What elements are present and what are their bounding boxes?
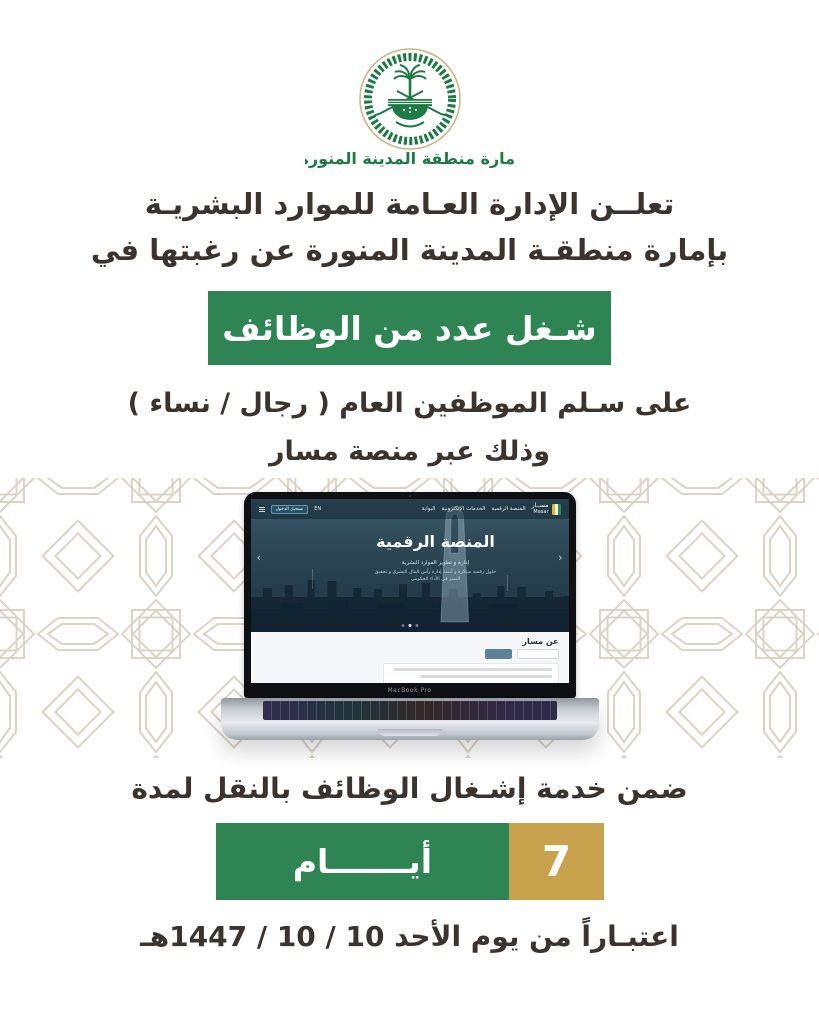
about-buttons (261, 649, 559, 659)
carousel-dot[interactable] (415, 624, 418, 627)
about-text-box (383, 663, 559, 683)
language-toggle[interactable]: EN (314, 506, 322, 512)
announcement-line-1: تعلــن الإدارة العـامة للموارد البشريـة (144, 187, 675, 221)
carousel-dot-active[interactable] (408, 624, 411, 627)
text-placeholder-line (420, 675, 552, 678)
announcement-line-2: بإمارة منطقـة المدينة المنورة عن رغبتها في (90, 233, 729, 267)
laptop-display (244, 492, 576, 698)
macbook-label: MacBook Pro (387, 687, 432, 694)
hero-description: حلول رقمية مبتكرة و أتمتة إدارة رأس المال البشري و تحقيق التميز في الأداء الحكومي (374, 570, 497, 582)
webcam-dot (409, 495, 411, 497)
nav-item-portal[interactable]: البوابة (421, 506, 436, 512)
palm-tree-icon (394, 65, 426, 102)
emirate-emblem (305, 42, 515, 186)
masar-flag-icon (552, 504, 561, 515)
emblem-crescent (388, 99, 432, 120)
website-about-section (251, 632, 569, 683)
masar-logo[interactable] (532, 503, 561, 515)
emirate-emblem-graphic (305, 42, 515, 182)
masar-logo-arabic: مســار (531, 501, 549, 509)
hero-copy (331, 532, 541, 583)
masar-logo-english: Masar (533, 508, 549, 515)
laptop-mockup (221, 492, 599, 740)
platform-line: وذلك عبر منصة مسار (269, 436, 550, 467)
hero-subtitle: إدارة و تطوير الموارد البشرية (401, 560, 470, 566)
laptop-thumb-scoop (378, 729, 442, 736)
effective-date-line: اعتبـاراً من يوم الأحد 10 / 10 / 1447هـ (140, 920, 679, 953)
pattern-band (0, 478, 819, 758)
menu-icon[interactable] (259, 507, 265, 512)
announcement-text (0, 181, 819, 273)
text-placeholder-line (394, 668, 552, 671)
website-navbar (251, 499, 569, 519)
nav-item-eservices[interactable]: الخدمات الإلكترونية (441, 506, 486, 512)
carousel-dot[interactable] (401, 624, 404, 627)
service-line: ضمن خدمة إشـغال الوظائف بالنقل لمدة (131, 772, 688, 805)
duration-number: 7 (509, 823, 604, 900)
hero-title: المنصة الرقمية (376, 532, 495, 551)
duration-banner (216, 823, 604, 900)
scale-line: على سـلم الموظفين العام ( رجال / نساء ) (127, 388, 692, 419)
carousel-next-icon[interactable]: › (558, 551, 563, 564)
about-secondary-button[interactable] (517, 649, 559, 659)
website-hero (251, 499, 569, 632)
emblem-caption: إمارة منطقة المدينة المنورة (304, 149, 515, 168)
laptop-keyboard (263, 701, 557, 720)
about-primary-button[interactable] (485, 649, 512, 659)
jobs-banner-label: شـغل عدد من الوظائف (222, 308, 597, 348)
carousel-dots (401, 624, 418, 627)
laptop-screen-content (251, 499, 569, 683)
duration-unit: أيـــــــام (216, 823, 509, 900)
login-button[interactable]: تسجيل الدخول (271, 505, 309, 514)
jobs-banner (208, 291, 611, 365)
about-title: عن مسار (522, 637, 559, 646)
nav-item-digital-platform[interactable]: المنصة الرقمية (491, 506, 526, 512)
laptop-base (221, 698, 599, 740)
carousel-prev-icon[interactable]: ‹ (256, 551, 261, 564)
